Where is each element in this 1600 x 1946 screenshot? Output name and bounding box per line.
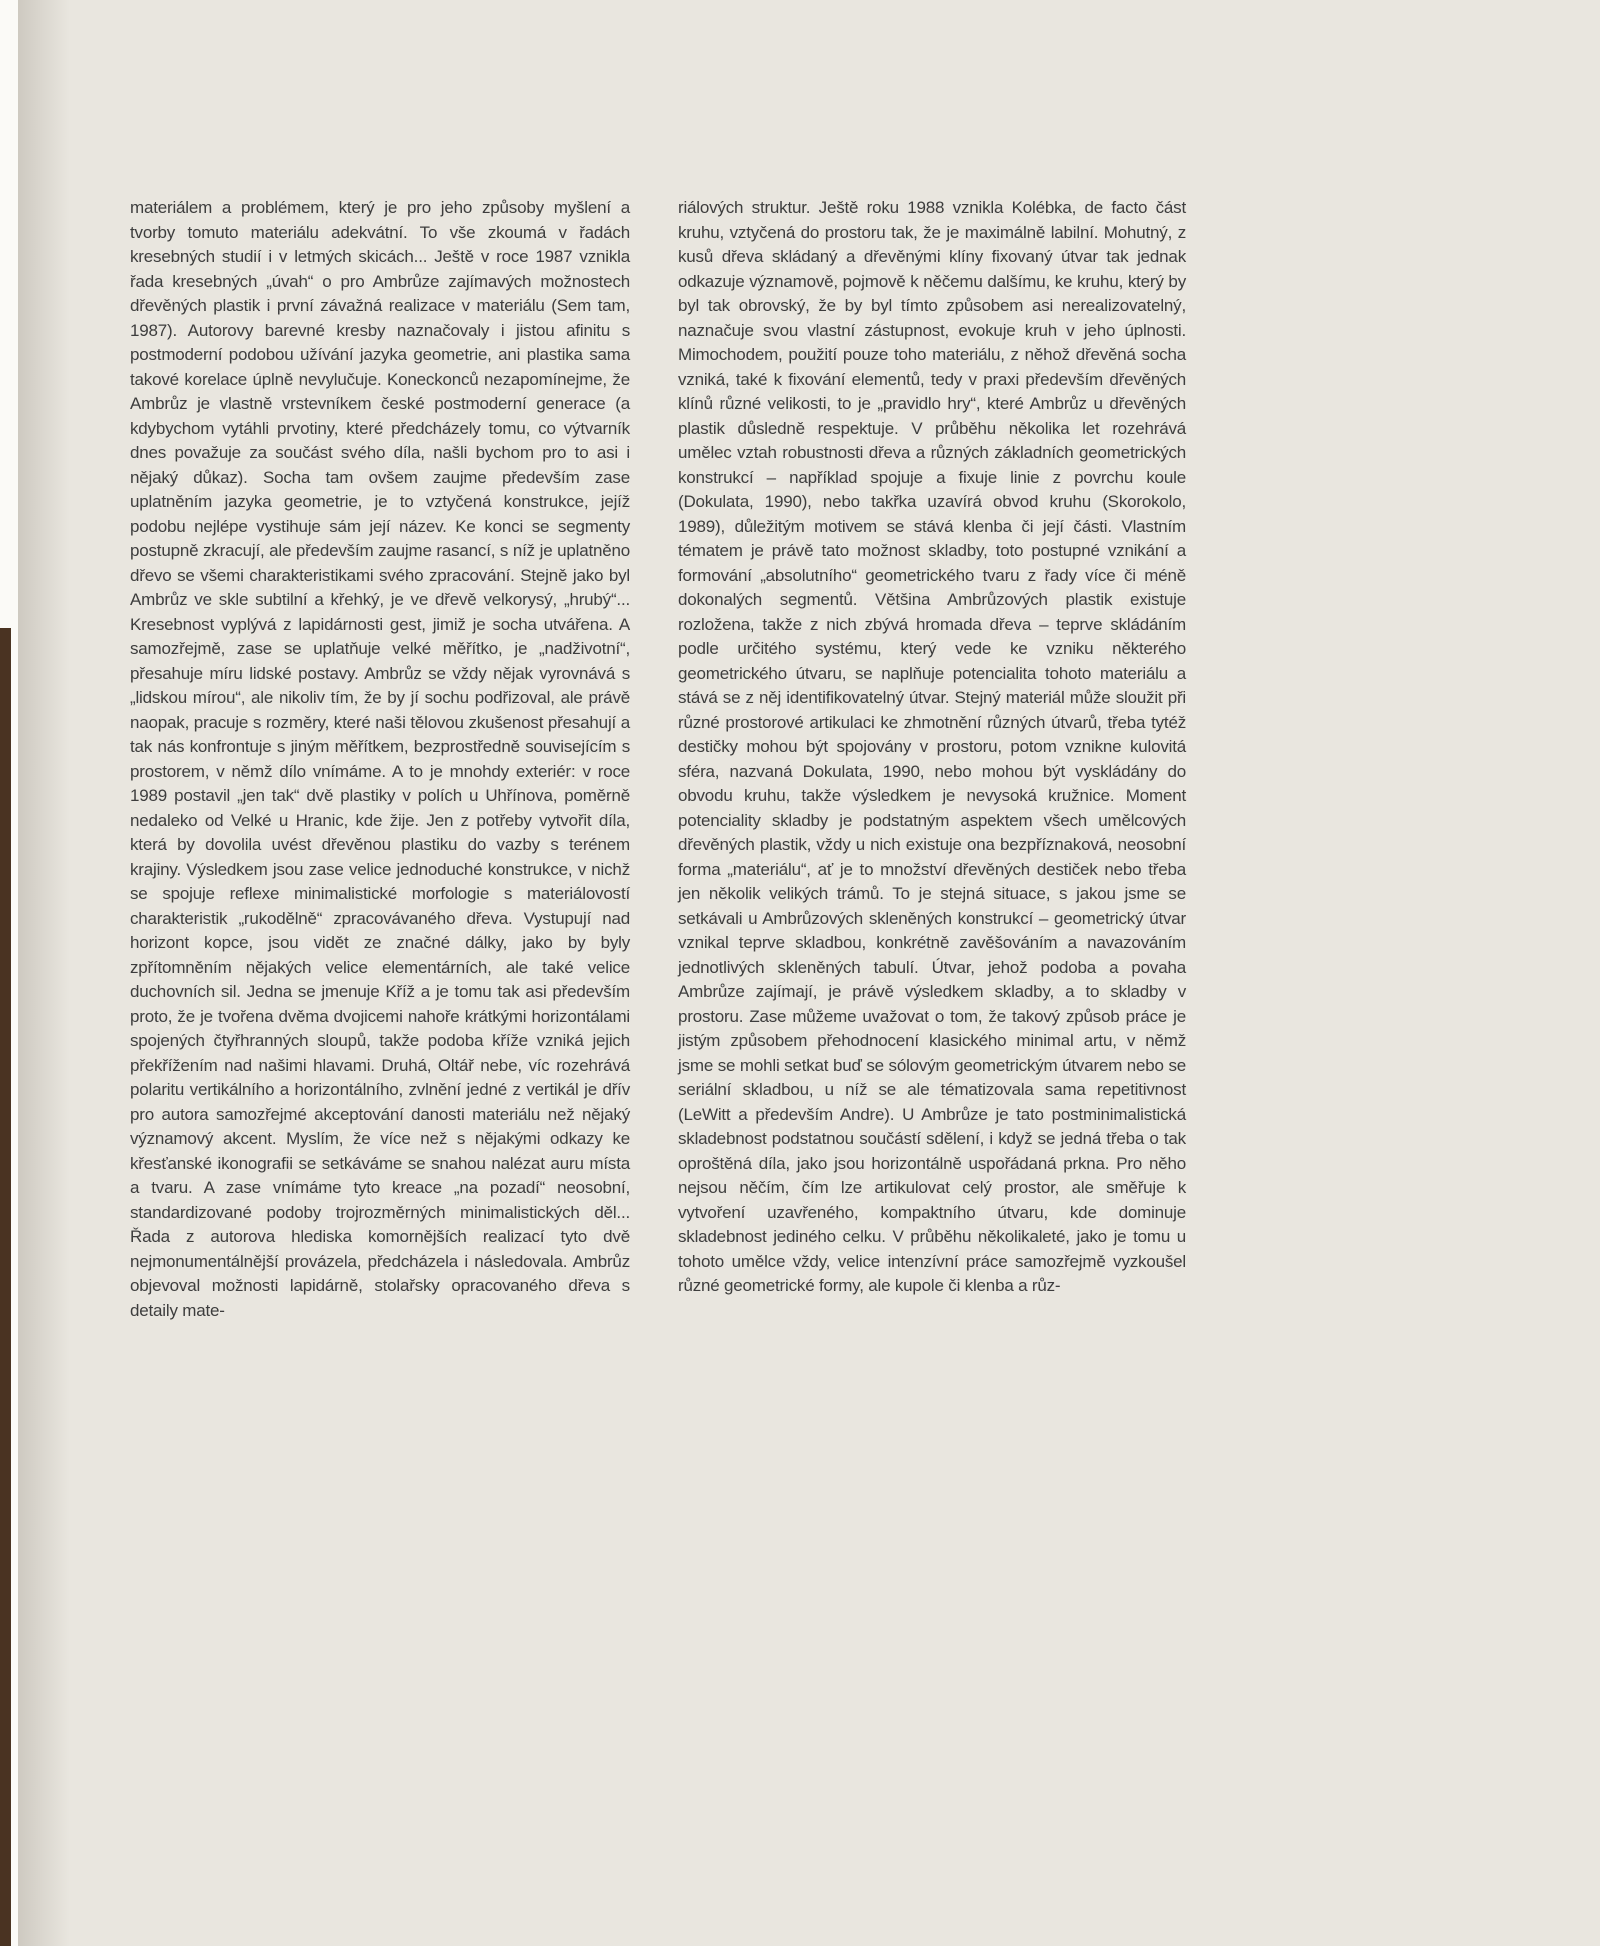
text-column-left [130, 196, 630, 1323]
body-text-right: riálových struktur. Ještě roku 1988 vznikla Kolébka, de facto část kruhu, vztyčená do prostoru tak, že je maximálně labilní. Mohutný, z kusů dřeva skládaný a dřevěnými klíny fixovaný útvar tak jednak odkazuje významově, pojmově k něčemu dalšímu, ke kruhu, který by byl tak obrovský, že by byl tímto způsobem asi nerealizovatelný, naznačuje svou vlastní zástupnost, evokuje kruh v jeho úplnosti. Mimochodem, použití pouze toho materiálu, z něhož dřevěná socha vzniká, také k fixování elementů, tedy v praxi především dřevěných klínů různé velikosti, to je „pravidlo hry“, které Ambrůz u dřevěných plastik důsledně respektuje. V průběhu několika let rozehrává umělec vztah robustnosti dřeva a různých základních geometrických konstrukcí – například spojuje a fixuje linie z povrchu koule (Dokulata, 1990), nebo takřka uzavírá obvod kruhu (Skorokolo, 1989), důležitým motivem se stává klenba či její části. Vlastním tématem je právě tato možnost skladby, toto postupné vznikání a formování „absolutního“ geometrického tvaru z řady více či méně dokonalých segmentů. Většina Ambrůzových plastik existuje rozložena, takže z nich zbývá hromada dřeva – teprve skládáním podle určitého systému, který vede ke vzniku některého geometrického útvaru, se naplňuje potencialita tohoto materiálu a stává se z něj identifikovatelný útvar. Stejný materiál může sloužit při různé prostorové artikulaci ke zhmotnění různých útvarů, třeba tytéž destičky mohou být spojovány v prostoru, potom vznikne kulovitá sféra, nazvaná Dokulata, 1990, nebo mohou být vyskládány do obvodu kruhu, takže výsledkem je nevysoká kružnice. Moment potenciality skladby je podstatným aspektem všech umělcových dřevěných plastik, vždy u nich existuje ona bezpříznaková, neosobní forma „materiálu“, ať je to množství dřevěných destiček nebo třeba jen několik velikých trámů. To je stejná situace, s jakou jsme se setkávali u Ambrůzových skleněných konstrukcí – geometrický útvar vznikal teprve skladbou, konkrétně zavěšováním a navazováním jednotlivých skleněných tabulí. Útvar, jehož podoba a povaha Ambrůze zajímají, je právě výsledkem skladby, a to skladby v prostoru. Zase můžeme uvažovat o tom, že takový způsob práce je jistým způsobem přehodnocení klasického minimal artu, v němž jsme se mohli setkat buď se sólovým geometrickým útvarem nebo se seriální skladbou, u níž se ale tématizovala sama repetitivnost (LeWitt a především Andre). U Ambrůze je tato postminimalistická skladebnost podstatnou součástí sdělení, i když se jedná třeba o tak oproštěná díla, jako jsou horizontálně uspořádaná prkna. Pro něho nejsou něčím, čím lze artikulovat celý prostor, ale směřuje k vytvoření uzavřeného, kompaktního útvaru, kde dominuje skladebnost jediného celku. V průběhu několikaleté, jako je tomu u tohoto umělce vždy, velice intenzívní práce samozřejmě vyzkoušel různé geometrické formy, ale kupole či klenba a růz- [678, 198, 1186, 1295]
book-spine [0, 628, 11, 1946]
binding-shadow [18, 0, 70, 1946]
text-column-right [678, 196, 1186, 1299]
body-text-left: materiálem a problémem, který je pro jeho způsoby myšlení a tvorby tomuto materiálu adekvátní. To vše zkoumá v řadách kresebných studií i v letmých skicách... Ještě v roce 1987 vznikla řada kresebných „úvah“ o pro Ambrůze zajímavých možnostech dřevěných plastik i první závažná realizace v materiálu (Sem tam, 1987). Autorovy barevné kresby naznačovaly i jistou afinitu s postmoderní podobou užívání jazyka geometrie, ani plastika sama takové korelace úplně nevylučuje. Koneckonců nezapomínejme, že Ambrůz je vlastně vrstevníkem české postmoderní generace (a kdybychom vytáhli prvotiny, které předcházely tomu, co výtvarník dnes považuje za součást svého díla, našli bychom pro to asi i nějaký důkaz). Socha tam ovšem zaujme především zase uplatněním jazyka geometrie, je to vztyčená konstrukce, jejíž podobu nejlépe vystihuje sám její název. Ke konci se segmenty postupně zkracují, ale především zaujme rasancí, s níž je uplatněno dřevo se všemi charakteristikami svého zpracování. Stejně jako byl Ambrůz ve skle subtilní a křehký, je ve dřevě velkorysý, „hrubý“... Kresebnost vyplývá z lapidárnosti gest, jimiž je socha utvářena. A samozřejmě, zase se uplatňuje velké měřítko, je „nadživotní“, přesahuje míru lidské postavy. Ambrůz se vždy nějak vyrovnává s „lidskou mírou“, ale nikoliv tím, že by jí sochu podřizoval, ale právě naopak, pracuje s rozměry, které naši tělovou zkušenost přesahují a tak nás konfrontuje s jiným měřítkem, bezprostředně souvisejícím s prostorem, v němž dílo vnímáme. A to je mnohdy exteriér: v roce 1989 postavil „jen tak“ dvě plastiky v polích u Uhřínova, poměrně nedaleko od Velké u Hranic, kde žije. Jen z potřeby vytvořit díla, která by dovolila uvést dřevěnou plastiku do vazby s terénem krajiny. Výsledkem jsou zase velice jednoduché konstrukce, v nichž se spojuje reflexe minimalistické morfologie s materiálovostí charakteristik „rukodělně“ zpracovávaného dřeva. Vystupují nad horizont kopce, jsou vidět ze značné dálky, jako by byly zpřítomněním nějakých velice elementárních, ale také velice duchovních sil. Jedna se jmenuje Kříž a je tomu tak asi především proto, že je tvořena dvěma dvojicemi nahoře krátkými horizontálami spojených čtyřhranných sloupů, takže podoba kříže vzniká jejich překřížením nad našimi hlavami. Druhá, Oltář nebe, víc rozehrává polaritu vertikálního a horizontálního, zvlnění jedné z vertikál je dřív pro autora samozřejmé akceptování danosti materiálu než nějaký významový akcent. Myslím, že více než s nějakými odkazy ke křesťanské ikonografii se setkáváme se snahou nalézat auru místa a tvaru. A zase vnímáme tyto kreace „na pozadí“ neosobní, standardizované podoby trojrozměrných minimalistických děl... Řada z autorova hlediska komornějších realizací tyto dvě nejmonumentálnější provázela, předcházela i následovala. Ambrůz objevoval možnosti lapidárně, stolařsky opracovaného dřeva s detaily mate- [130, 198, 630, 1320]
